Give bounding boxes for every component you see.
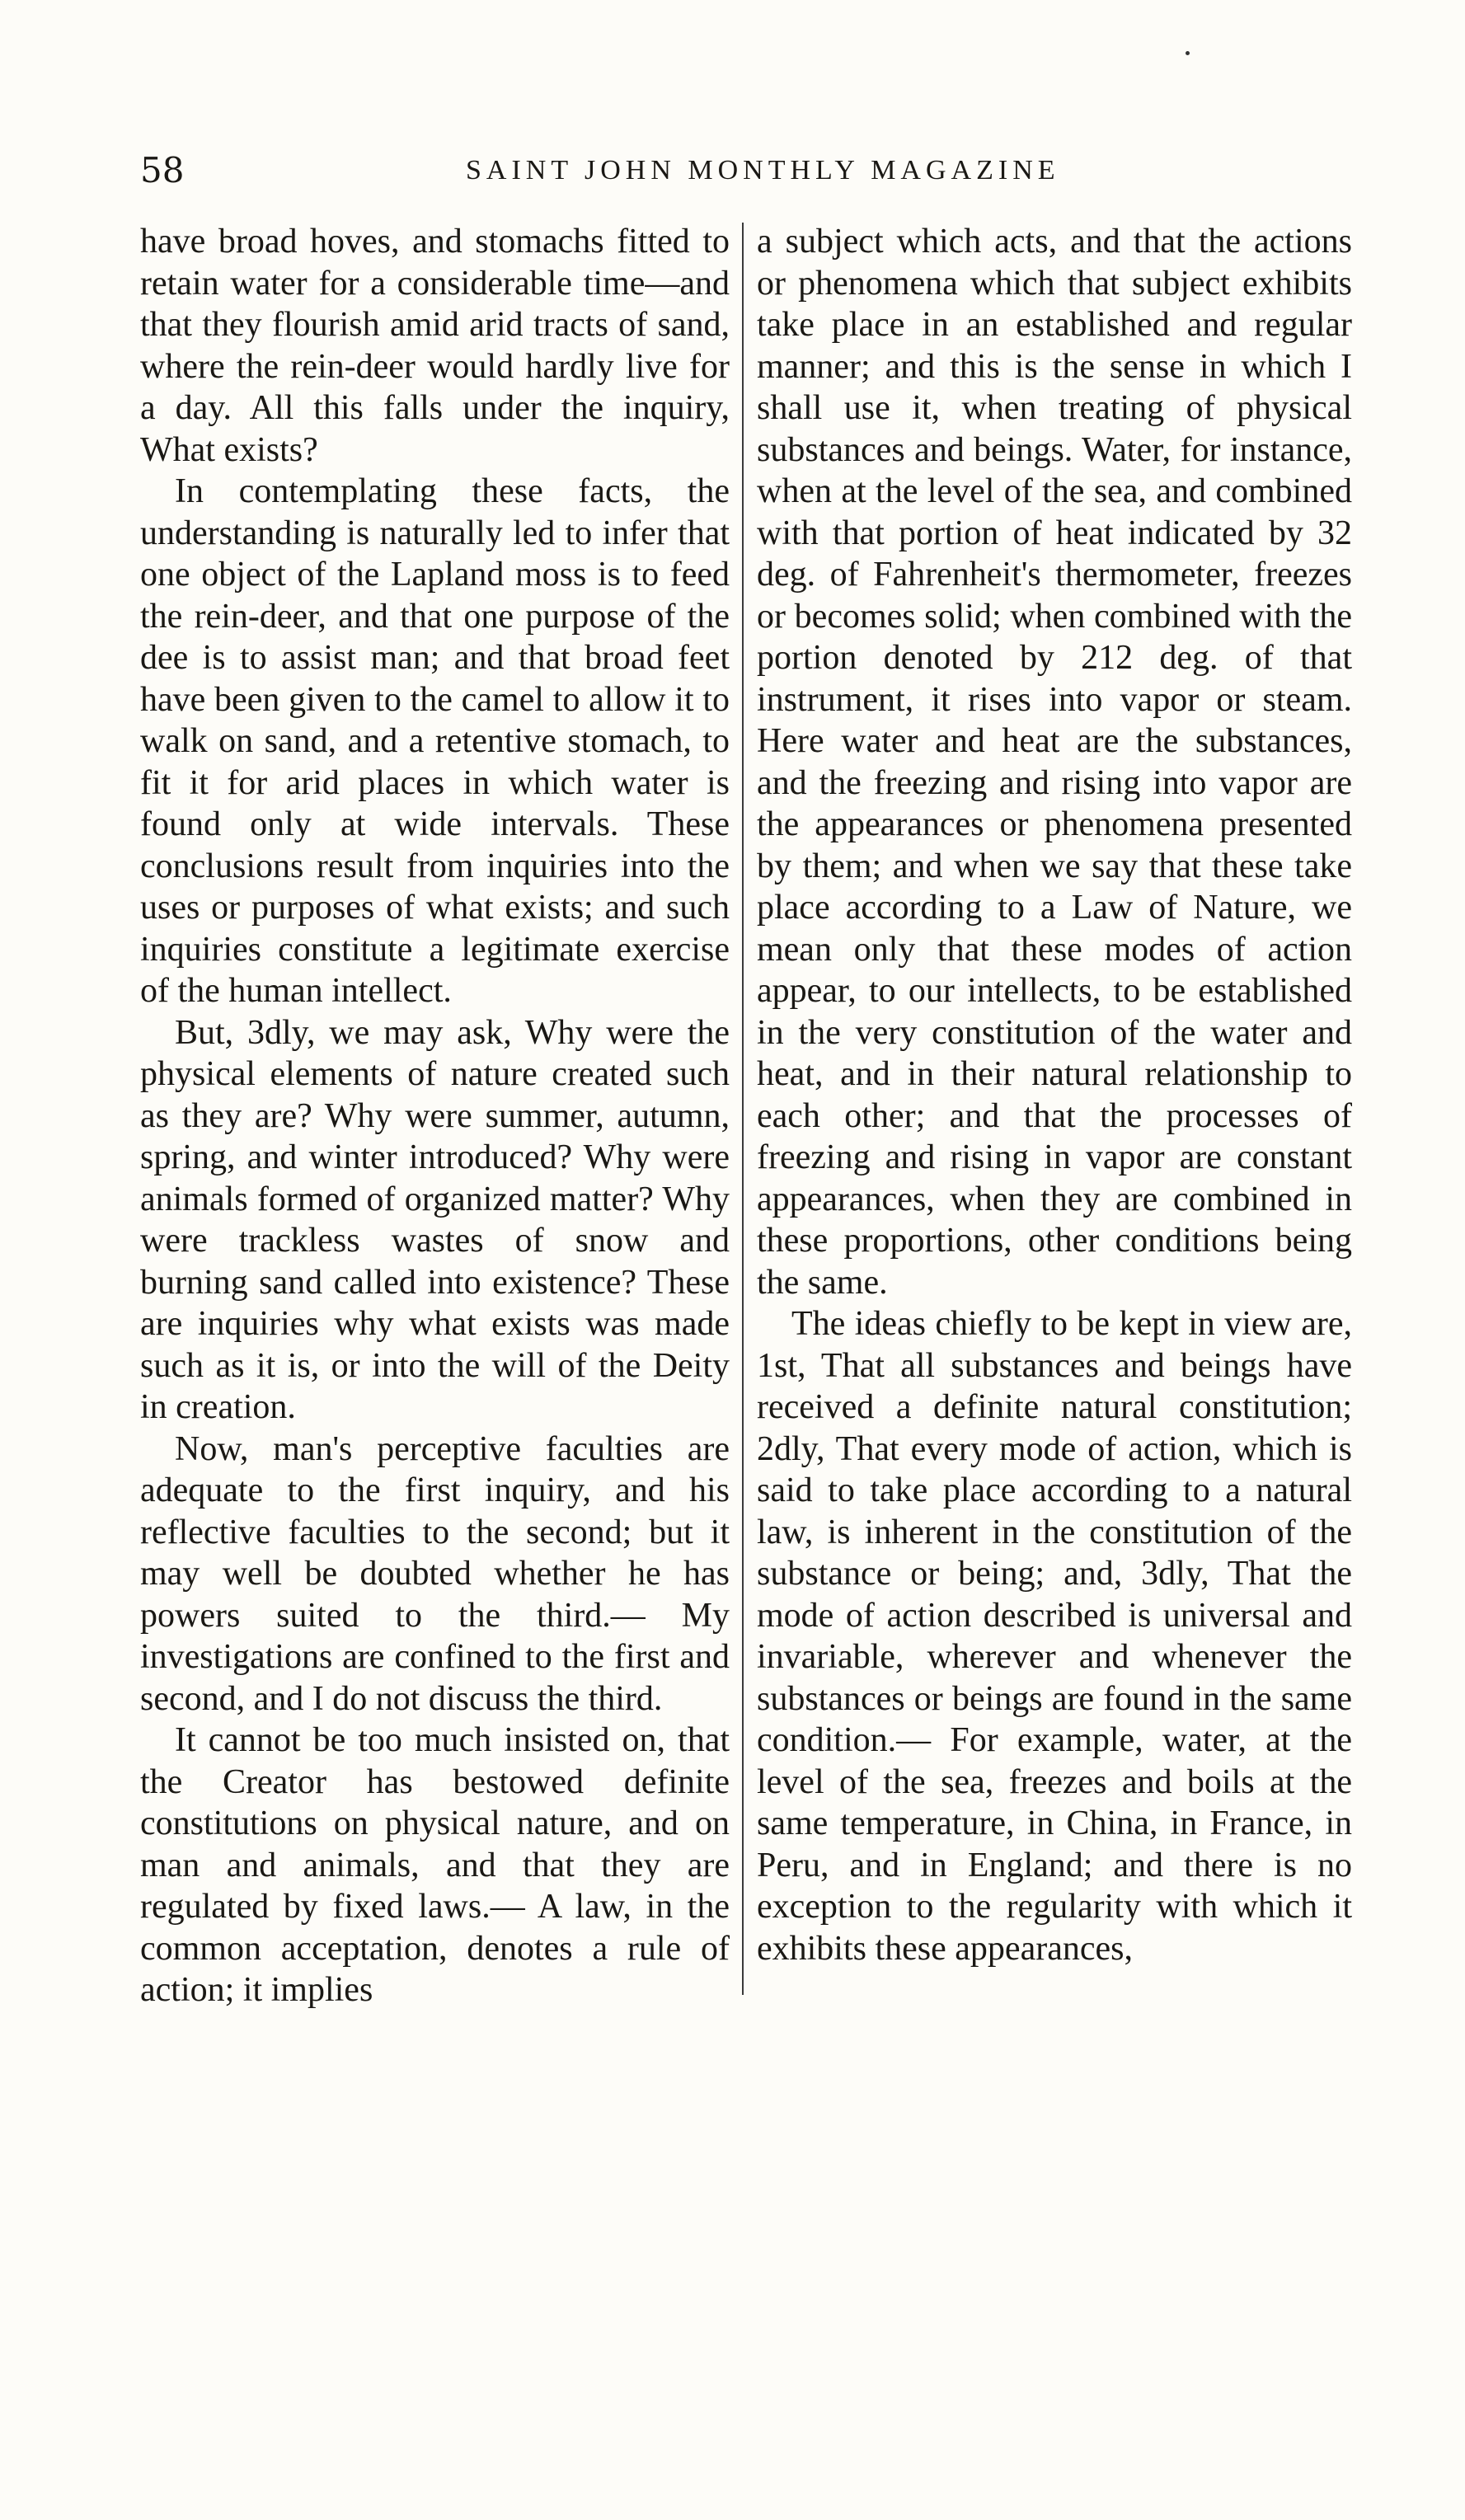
paragraph-continued: a subject which acts, and that the actions or phenomena which that subject exhibits take place in an established and regular manner; and this is the sense in which I shall use it, when treating of physical substances and beings. Water, for instance, when at the level of the sea, and combined with that portion of heat indicated by 32 deg. of Fahrenheit's thermometer, freezes or becomes solid; when combined with the portion denoted by 212 deg. of that instrument, it rises into vapor or steam. Here water and heat are the substances, and the freezing and rising into vapor are the appearances or phenomena presented by them; and when we say that these take place according to a Law of Nature, we mean only that these modes of action appear, to our intellects, to be established in the very constitution of the water and heat, and in their natural relationship to each other; and that the processes of freezing and rising in vapor are constant appearances, when they are combined in these proportions, other conditions being the same. <box>757 223 1352 1302</box>
right-column <box>757 221 1352 1969</box>
paragraph-continued: have broad hoves, and stomachs fitted to retain water for a considerable time—and that they flourish amid arid tracts of sand, where the rein-deer would hardly live for a day. All this falls under the inquiry, What exists? <box>140 223 730 469</box>
page-number: 58 <box>140 150 185 190</box>
page-header <box>140 150 1352 199</box>
paragraph: But, 3dly, we may ask, Why were the physical elements of nature created such as they are? Why were summer, autumn, spring, and winter introduced? Why were animals formed of organized matter? Why were trackless wastes of snow and burning sand called into existence? These are inquiries why what exists was made such as it is, or into the will of the Deity in creation. <box>140 1013 730 1426</box>
ink-speck <box>1186 51 1190 55</box>
paragraph: In contemplating these facts, the understanding is naturally led to infer that one object of the Lapland moss is to feed the rein-deer, and that one purpose of the dee is to assist man; and that broad feet have been given to the camel to allow it to walk on sand, and a retentive stomach, to fit it for arid places in which water is found only at wide intervals. These conclusions result from inquiries into the uses or purposes of what exists; and such inquiries constitute a legitimate exercise of the human intellect. <box>140 472 730 1010</box>
running-title: SAINT JOHN MONTHLY MAGAZINE <box>466 155 1060 185</box>
paragraph: Now, man's perceptive faculties are adequate to the first inquiry, and his reflective faculties to the second; but it may well be doubted whether he has powers suited to the third.— My investigations are confined to the first and second, and I do not discuss the third. <box>140 1429 730 1718</box>
paragraph: It cannot be too much insisted on, that the Creator has bestowed definite constitutions on physical nature, and on man and animals, and that they are regulated by fixed laws.— A law, in the common acceptation, denotes a rule of action; it implies <box>140 1721 730 2009</box>
paragraph: The ideas chiefly to be kept in view are, 1st, That all substances and beings have received a definite natural constitution; 2dly, That every mode of action, which is said to take place according to a natural law, is inherent in the constitution of the substance or being; and, 3dly, That the mode of action described is universal and invariable, wherever and whenever the substances or beings are found in the same condition.— For example, water, at the level of the sea, freezes and boils at the same temperature, in China, in France, in Peru, and in England; and there is no exception to the regularity with which it exhibits these appearances, <box>757 1305 1352 1968</box>
column-divider <box>742 223 744 1995</box>
left-column <box>140 221 730 2011</box>
